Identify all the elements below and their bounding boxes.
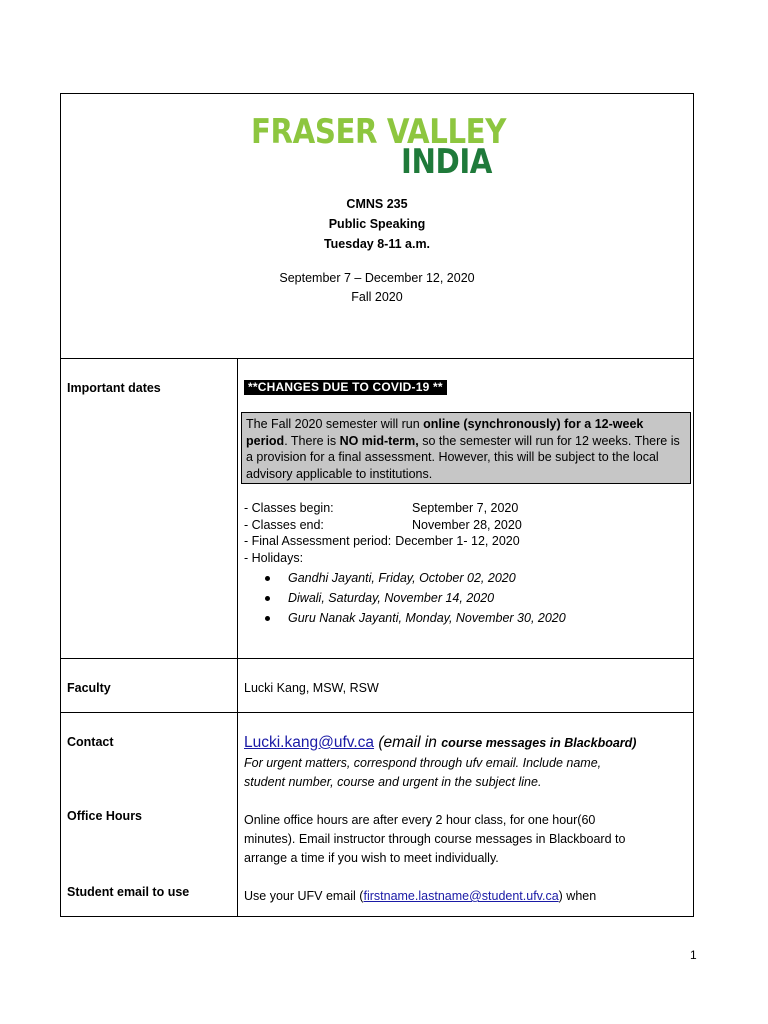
course-date-range: September 7 – December 12, 2020 — [279, 271, 475, 285]
page-number: 1 — [690, 948, 697, 962]
holiday-text: Guru Nanak Jayanti, Monday, November 30, 2020 — [288, 611, 566, 625]
course-code: CMNS 235 — [346, 197, 408, 211]
office-hours-line-2: minutes). Email instructor through course messages in Blackboard to — [244, 832, 626, 846]
bullet-icon — [265, 576, 270, 581]
bullet-icon — [265, 596, 270, 601]
notice-text-1: The Fall 2020 semester will run — [246, 417, 424, 431]
office-hours-line-1: Online office hours are after every 2 hour class, for one hour(60 — [244, 813, 596, 827]
course-info — [61, 194, 693, 254]
holidays-label: - Holidays: — [244, 550, 304, 565]
holiday-text: Diwali, Saturday, November 14, 2020 — [288, 591, 495, 605]
date-value: September 7, 2020 — [412, 501, 519, 515]
holiday-text: Gandhi Jayanti, Friday, October 02, 2020 — [288, 571, 516, 585]
date-row — [244, 517, 522, 534]
contact-email-line — [244, 734, 636, 752]
bullet-icon — [265, 616, 270, 621]
holiday-item — [265, 588, 566, 608]
date-row — [244, 500, 522, 517]
row-divider — [61, 658, 693, 659]
covid-badge: **CHANGES DUE TO COVID-19 ** — [244, 380, 447, 395]
student-email-text — [244, 888, 596, 904]
student-email-link[interactable]: firstname.lastname@student.ufv.ca — [363, 889, 559, 903]
row-divider — [61, 712, 693, 713]
notice-text-2: . There is — [284, 433, 340, 448]
faculty-value: Lucki Kang, MSW, RSW — [244, 681, 379, 695]
logo-line-2: INDIA — [401, 142, 492, 182]
dates-list — [244, 500, 522, 566]
column-divider — [237, 358, 238, 916]
header-cell — [61, 94, 693, 359]
email-note-bold: course messages in Blackboard) — [441, 736, 637, 750]
course-dates — [61, 269, 693, 307]
holiday-item — [265, 568, 566, 588]
student-email-post: ) when — [558, 889, 597, 903]
notice-text-3: so the semester will run for 12 weeks. There is a provision for a final assessment. However, this will be subject to the local advisory applicable to institutions. — [246, 433, 680, 481]
course-title: Public Speaking — [328, 217, 426, 231]
important-dates-label: Important dates — [67, 381, 161, 395]
instructor-email-link[interactable]: Lucki.kang@ufv.ca — [244, 734, 375, 751]
urgent-note-line-2: student number, course and urgent in the subject line. — [244, 775, 542, 789]
holiday-item — [265, 608, 566, 628]
date-key: - Classes begin: — [244, 501, 334, 515]
notice-bold-1: online (synchronously) for a 12-week period — [246, 417, 644, 448]
office-hours-label: Office Hours — [67, 809, 143, 823]
date-value: December 1- 12, 2020 — [395, 534, 520, 548]
syllabus-table — [60, 93, 694, 917]
student-email-pre: Use your UFV email ( — [244, 889, 364, 903]
faculty-label: Faculty — [67, 681, 111, 695]
notice-bold-2: NO mid-term, — [339, 433, 419, 448]
office-hours-line-3: arrange a time if you wish to meet individually. — [244, 851, 499, 865]
email-note: (email in — [374, 734, 442, 751]
urgent-note-line-1: For urgent matters, correspond through ufv email. Include name, — [244, 756, 602, 770]
date-row — [244, 533, 522, 550]
holiday-list — [265, 568, 566, 628]
date-value: November 28, 2020 — [412, 517, 522, 532]
date-key: - Classes end: — [244, 517, 324, 532]
student-email-label: Student email to use — [67, 885, 190, 899]
logo-line-1: FRASER VALLEY — [251, 112, 506, 152]
date-key: - Final Assessment period: — [244, 534, 392, 548]
covid-notice — [241, 412, 691, 484]
course-term: Fall 2020 — [351, 290, 403, 304]
fraser-valley-india-logo — [251, 112, 511, 182]
course-schedule: Tuesday 8-11 a.m. — [323, 237, 431, 251]
contact-label: Contact — [67, 735, 114, 749]
